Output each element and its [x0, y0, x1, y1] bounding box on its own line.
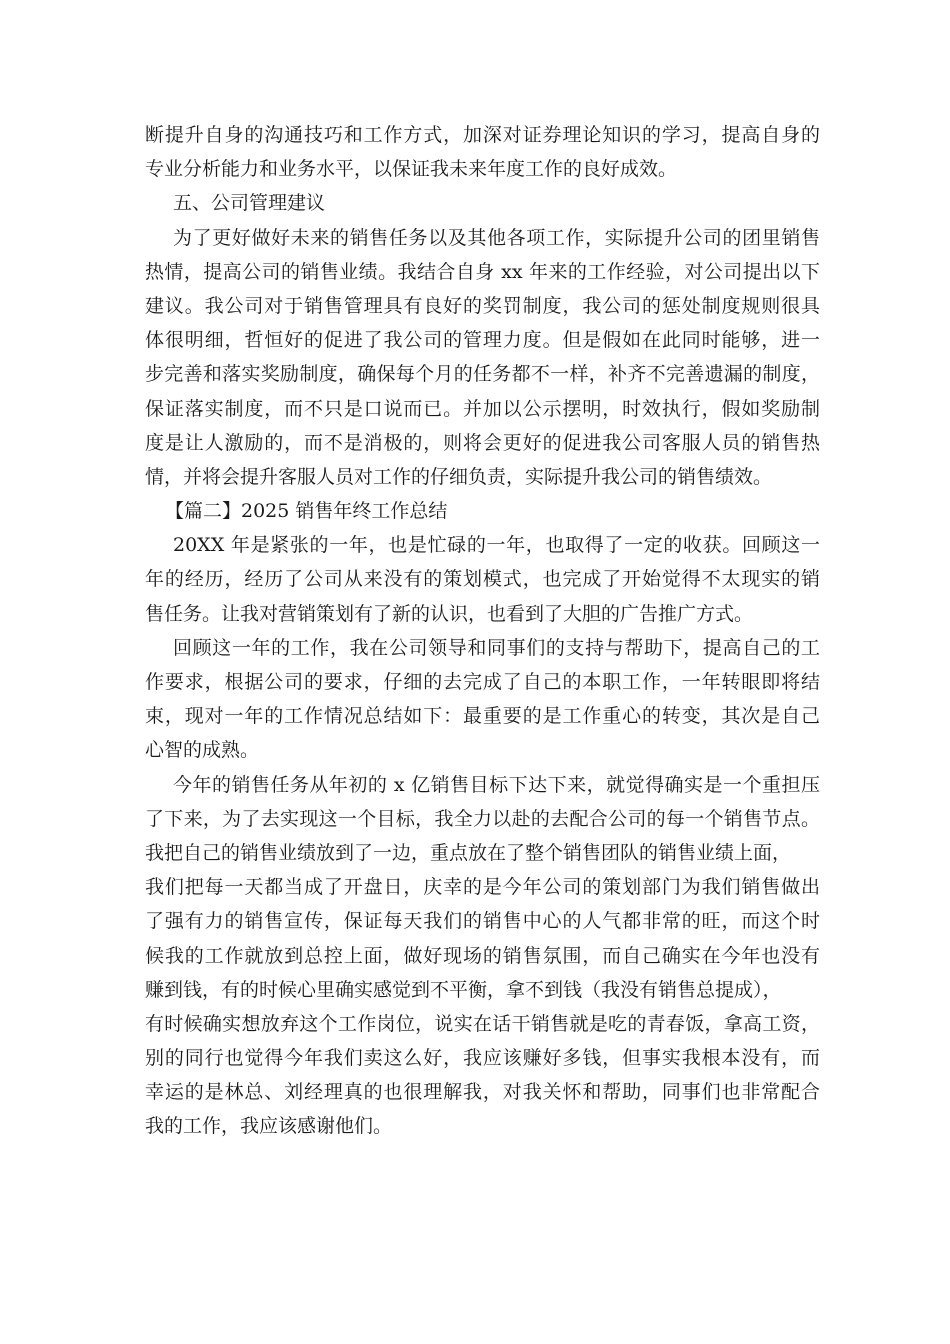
text-line: 为了更好做好未来的销售任务以及其他各项工作，实际提升公司的团里销售 — [173, 226, 820, 249]
text-line: 度是让人激励的，而不是消极的，则将会更好的促进我公司客服人员的销售热 — [145, 431, 820, 454]
text-line: 了强有力的销售宣传，保证每天我们的销售中心的人气都非常的旺，而这个时 — [145, 910, 820, 933]
text-line: 我的工作，我应该感谢他们。 — [145, 1115, 393, 1138]
text-line: 年的经历，经历了公司从来没有的策划模式，也完成了开始觉得不太现实的销 — [145, 568, 820, 591]
section-heading: 五、公司管理建议 — [173, 192, 326, 215]
text-line: 心智的成熟。 — [145, 739, 260, 762]
text-line: 情，并将会提升客服人员对工作的仔细负责，实际提升我公司的销售绩效。 — [145, 465, 773, 488]
text-line: 回顾这一年的工作，我在公司领导和同事们的支持与帮助下，提高自己的工 — [173, 636, 820, 659]
text-line: 专业分析能力和业务水平，以保证我未来年度工作的良好成效。 — [145, 158, 678, 181]
text-line: 断提升自身的沟通技巧和工作方式，加深对证券理论知识的学习，提高自身的 — [145, 124, 820, 146]
text-line: 我把自己的销售业绩放到了一边，重点放在了整个销售团队的销售业绩上面， — [145, 841, 792, 864]
text-line: 候我的工作就放到总控上面，做好现场的销售氛围，而自己确实在今年也没有 — [145, 944, 820, 967]
text-line: 我们把每一天都当成了开盘日，庆幸的是今年公司的策划部门为我们销售做出 — [145, 876, 820, 899]
section-heading: 【篇二】2025 销售年终工作总结 — [165, 500, 448, 523]
text-line: 有时候确实想放弃这个工作岗位，说实在话干销售就是吃的青春饭，拿高工资， — [145, 1012, 820, 1035]
text-line: 今年的销售任务从年初的 x 亿销售目标下达下来，就觉得确实是一个重担压 — [173, 773, 820, 796]
text-line: 20XX 年是紧张的一年，也是忙碌的一年，也取得了一定的收获。回顾这一 — [173, 534, 820, 557]
text-line: 幸运的是林总、刘经理真的也很理解我，对我关怀和帮助，同事们也非常配合 — [145, 1081, 820, 1104]
text-line: 赚到钱，有的时候心里确实感觉到不平衡，拿不到钱（我没有销售总提成）， — [145, 978, 782, 1001]
text-line: 保证落实制度，而不只是口说而已。并加以公示摆明，时效执行，假如奖励制 — [145, 397, 820, 420]
text-line: 步完善和落实奖励制度，确保每个月的任务都不一样，补齐不完善遗漏的制度， — [145, 363, 820, 386]
text-line: 体很明细，哲恒好的促进了我公司的管理力度。但是假如在此同时能够，进一 — [145, 329, 820, 352]
text-line: 束，现对一年的工作情况总结如下：最重要的是工作重心的转变，其次是自己 — [145, 705, 820, 728]
text-line: 作要求，根据公司的要求，仔细的去完成了自己的本职工作，一年转眼即将结 — [145, 671, 820, 693]
document-body — [145, 118, 820, 1144]
text-line: 售任务。让我对营销策划有了新的认识，也看到了大胆的广告推广方式。 — [145, 602, 754, 625]
text-line: 热情，提高公司的销售业绩。我结合自身 xx 年来的工作经验，对公司提出以下 — [145, 260, 820, 283]
text-line: 建议。我公司对于销售管理具有良好的奖罚制度，我公司的惩处制度规则很具 — [145, 294, 820, 317]
text-line: 别的同行也觉得今年我们卖这么好，我应该赚好多钱，但事实我根本没有，而 — [145, 1047, 820, 1070]
text-line: 了下来，为了去实现这一个目标，我全力以赴的去配合公司的每一个销售节点。 — [145, 807, 820, 830]
